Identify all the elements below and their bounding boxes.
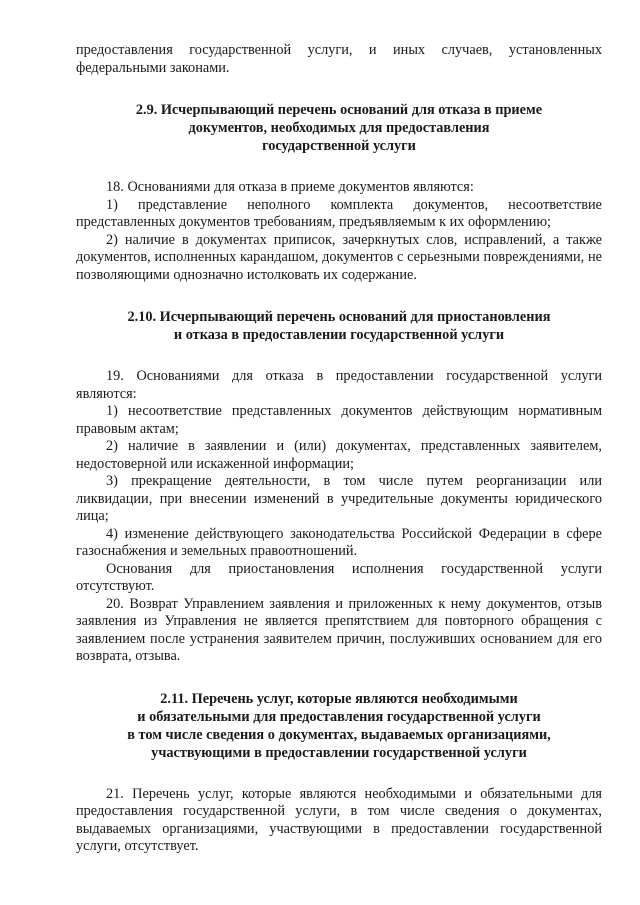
intro-paragraph bbox=[76, 42, 602, 77]
section-2-11-heading bbox=[76, 690, 602, 762]
section-2-10-heading bbox=[76, 308, 602, 344]
section-2-9-heading bbox=[76, 101, 602, 155]
paragraph-19-item-2: 2) наличие в заявлении и (или) документах, представленных заявителем, недостоверной или искаженной информации; bbox=[76, 438, 602, 472]
heading-line: и обязательными для предоставления государственной услуги bbox=[137, 708, 541, 725]
paragraph-21: 21. Перечень услуг, которые являются необходимыми и обязательными для предоставления государственной услуги, в том числе сведения о документах, выдаваемых организациями, участвующими в предоставлении государственной услуги, отсутствует. bbox=[76, 785, 602, 854]
paragraph-18-item-1: 1) представление неполного комплекта документов, несоответствие представленных документов требованиям, предъявляемым к их оформлению; bbox=[76, 196, 602, 230]
heading-line: 2.10. Исчерпывающий перечень оснований для приостановления bbox=[127, 309, 551, 325]
heading-line: участвующими в предоставлении государственной услуги bbox=[151, 744, 527, 761]
heading-line: 2.9. Исчерпывающий перечень оснований для отказа в приеме bbox=[135, 102, 543, 118]
heading-line: государственной услуги bbox=[262, 138, 416, 154]
paragraph-20: 20. Возврат Управлением заявления и приложенных к нему документов, отзыв заявления из Управления не является препятствием для повторного обращения с заявлением после устранения заявителем причин, послуживших основанием для его возврата, отзыва. bbox=[76, 595, 602, 664]
heading-line: и отказа в предоставлении государственной услуги bbox=[173, 327, 505, 343]
paragraph-19-item-4: 4) изменение действующего законодательства Российской Федерации в сфере газоснабжения и земельных правоотношений. bbox=[76, 525, 602, 559]
paragraph-19: 19. Основаниями для отказа в предоставлении государственной услуги являются: bbox=[76, 368, 602, 402]
heading-line: документов, необходимых для предоставления bbox=[188, 120, 490, 136]
intro-line-2: федеральными законами. bbox=[76, 59, 230, 76]
paragraph-18-item-2: 2) наличие в документах приписок, зачеркнутых слов, исправлений, а также документов, исполненных карандашом, документов с серьезными повреждениями, не позволяющими однозначно истолковать их содержание. bbox=[76, 231, 602, 283]
document-page bbox=[76, 42, 602, 856]
heading-line: в том числе сведения о документах, выдаваемых организациями, bbox=[127, 726, 551, 743]
intro-line-1: предоставления государственной услуги, и иных случаев, установленных bbox=[76, 42, 602, 58]
heading-line: 2.11. Перечень услуг, которые являются необходимыми bbox=[160, 690, 518, 707]
paragraph-18: 18. Основаниями для отказа в приеме документов являются: bbox=[106, 179, 474, 195]
suspension-grounds-paragraph: Основания для приостановления исполнения государственной услуги отсутствуют. bbox=[76, 560, 602, 594]
paragraph-19-item-1: 1) несоответствие представленных документов действующим нормативным правовым актам; bbox=[76, 403, 602, 437]
paragraph-19-item-3: 3) прекращение деятельности, в том числе путем реорганизации или ликвидации, при внесении изменений в учредительные документы юридического лица; bbox=[76, 473, 602, 524]
